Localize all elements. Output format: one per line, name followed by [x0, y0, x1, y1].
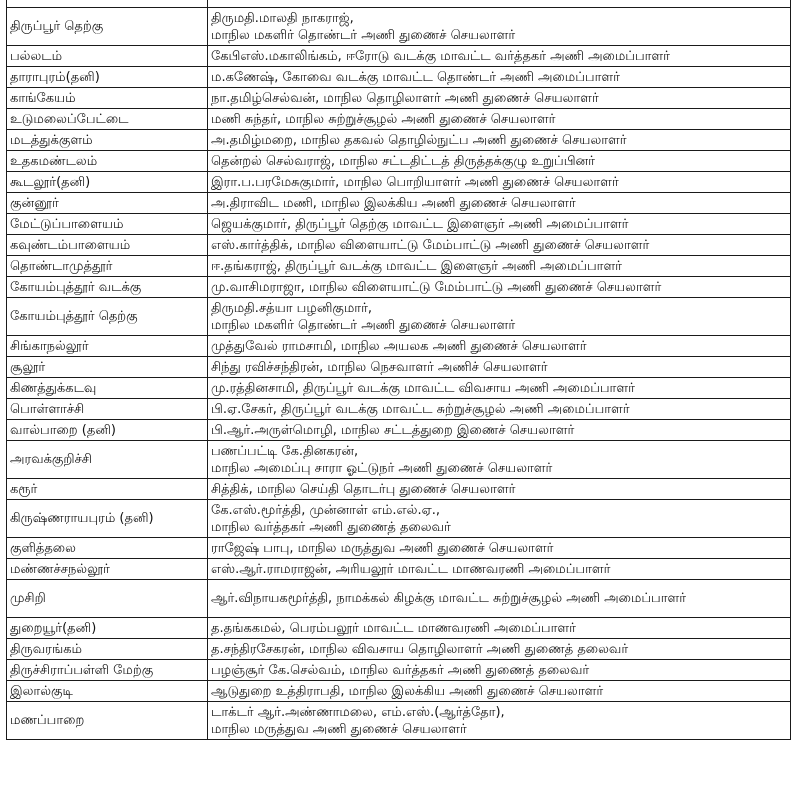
- member-designation-cell: முத்துவேல் ராமசாமி, மாநில அயலக அணி துணைச் செயலாளர்: [208, 336, 791, 357]
- constituency-cell: தொண்டாமுத்தூர்: [7, 256, 208, 277]
- table-row: [7, 618, 791, 639]
- member-line: திருமதி.மாலதி நாகராஜ்,: [211, 10, 354, 26]
- member-line: பணப்பட்டி கே.தினகரன்,: [211, 443, 359, 459]
- member-line: கே.எஸ்.மூர்த்தி, முன்னாள் எம்.எல்.ஏ.,: [211, 502, 440, 518]
- table-row: [7, 559, 791, 580]
- member-designation-cell: [208, 500, 791, 538]
- table-row: [7, 538, 791, 559]
- table-row: [7, 256, 791, 277]
- constituency-cell: இலால்குடி: [7, 681, 208, 702]
- member-designation-cell: ஜெயக்குமார், திருப்பூர் தெற்கு மாவட்ட இளைஞர் அணி அமைப்பாளர்: [208, 214, 791, 235]
- member-designation-cell: சிந்து ரவிச்சந்திரன், மாநில நெசவாளர் அணிச் செயலாளர்: [208, 357, 791, 378]
- constituency-cell: பல்லடம்: [7, 46, 208, 67]
- constituency-cell: மடத்துக்குளம்: [7, 130, 208, 151]
- constituency-cell: காங்கேயம்: [7, 88, 208, 109]
- constituency-cell: திருவரங்கம்: [7, 639, 208, 660]
- member-designation-cell: [208, 8, 791, 46]
- member-designation-cell: [208, 298, 791, 336]
- table-row: [7, 336, 791, 357]
- document-sheet: [6, 0, 790, 740]
- member-designation-cell: நா.தமிழ்செல்வன், மாநில தொழிலாளர் அணி துணைச் செயலாளர்: [208, 88, 791, 109]
- table-row: [7, 67, 791, 88]
- table-row: [7, 151, 791, 172]
- constituency-cell: கரூர்: [7, 479, 208, 500]
- member-designation-cell: ஆடுதுறை உத்திராபதி, மாநில இலக்கிய அணி துணைச் செயலாளர்: [208, 681, 791, 702]
- constituency-cell: குன்னூர்: [7, 193, 208, 214]
- member-designation-cell: [208, 441, 791, 479]
- table-row: [7, 0, 791, 8]
- constituency-cell: திருப்பூர் தெற்கு: [7, 8, 208, 46]
- table-row: [7, 214, 791, 235]
- member-designation-cell: சித்திக், மாநில செய்தி தொடர்பு துணைச் செயலாளர்: [208, 479, 791, 500]
- member-designation-cell: அ.திராவிட மணி, மாநில இலக்கிய அணி துணைச் செயலாளர்: [208, 193, 791, 214]
- constituency-cell: [7, 0, 208, 8]
- constituency-cell: வால்பாறை (தனி): [7, 420, 208, 441]
- constituency-cell: மேட்டுப்பாளையம்: [7, 214, 208, 235]
- member-line: டாக்டர் ஆர்.அண்ணாமலை, எம்.எஸ்.(ஆர்த்தோ),: [211, 704, 505, 720]
- member-designation-cell: [208, 702, 791, 740]
- member-line: மாநில மகளிர் தொண்டர் அணி துணைச் செயலாளர்: [211, 317, 516, 333]
- table-row: [7, 172, 791, 193]
- member-designation-cell: [208, 0, 791, 8]
- member-designation-cell: தென்றல் செல்வராஜ், மாநில சட்டதிட்டத் திருத்தக்குழு உறுப்பினர்: [208, 151, 791, 172]
- member-designation-cell: எஸ்.ஆர்.ராமராஜன், அரியலூர் மாவட்ட மாணவரணி அமைப்பாளர்: [208, 559, 791, 580]
- constituency-cell: பொள்ளாச்சி: [7, 399, 208, 420]
- constituency-cell: திருச்சிராப்பள்ளி மேற்கு: [7, 660, 208, 681]
- constituency-cell: உடுமலைப்பேட்டை: [7, 109, 208, 130]
- table-row: [7, 298, 791, 336]
- constituency-cell: கிருஷ்ணராயபுரம் (தனி): [7, 500, 208, 538]
- table-row: [7, 500, 791, 538]
- table-row: [7, 193, 791, 214]
- constituency-cell: சிங்காநல்லூர்: [7, 336, 208, 357]
- constituency-cell: மணப்பாறை: [7, 702, 208, 740]
- table-body: [7, 0, 791, 740]
- table-row: [7, 681, 791, 702]
- member-designation-cell: பழஞ்சூர் கே.செல்வம், மாநில வர்த்தகர் அணி துணைத் தலைவர்: [208, 660, 791, 681]
- table-row: [7, 277, 791, 298]
- member-designation-cell: பி.ஏ.சேகர், திருப்பூர் வடக்கு மாவட்ட சுற்றுச்சூழல் அணி அமைப்பாளர்: [208, 399, 791, 420]
- member-designation-cell: எஸ்.கார்த்திக், மாநில விளையாட்டு மேம்பாட்டு அணி துணைச் செயலாளர்: [208, 235, 791, 256]
- constituency-cell: கவுண்டம்பாளையம்: [7, 235, 208, 256]
- member-designation-cell: ம.கணேஷ், கோவை வடக்கு மாவட்ட தொண்டர் அணி அமைப்பாளர்: [208, 67, 791, 88]
- member-line: மாநில மகளிர் தொண்டர் அணி துணைச் செயலாளர்: [211, 27, 516, 43]
- table-row: [7, 46, 791, 67]
- table-row: [7, 479, 791, 500]
- constituency-cell: கோயம்புத்தூர் தெற்கு: [7, 298, 208, 336]
- member-designation-cell: இரா.ப.பரமேசுகுமார், மாநில பொறியாளர் அணி துணைச் செயலாளர்: [208, 172, 791, 193]
- constituency-cell: கோயம்புத்தூர் வடக்கு: [7, 277, 208, 298]
- constituency-cell: கூடலூர்(தனி): [7, 172, 208, 193]
- member-designation-cell: த.தங்ககமல், பெரம்பலூர் மாவட்ட மாணவரணி அமைப்பாளர்: [208, 618, 791, 639]
- member-designation-cell: அ.தமிழ்மறை, மாநில தகவல் தொழில்நுட்ப அணி துணைச் செயலாளர்: [208, 130, 791, 151]
- constituency-cell: உதகமண்டலம்: [7, 151, 208, 172]
- table-row: [7, 378, 791, 399]
- table-row: [7, 88, 791, 109]
- member-designation-cell: ராஜேஷ் பாபு, மாநில மருத்துவ அணி துணைச் செயலாளர்: [208, 538, 791, 559]
- member-line: மாநில மருத்துவ அணி துணைச் செயலாளர்: [211, 721, 467, 737]
- table-row: [7, 702, 791, 740]
- constituency-cell: தாராபுரம்(தனி): [7, 67, 208, 88]
- member-line: மாநில அமைப்பு சாரா ஓட்டுநர் அணி துணைச் செயலாளர்: [211, 460, 553, 476]
- table-row: [7, 130, 791, 151]
- member-designation-cell: மணி சுந்தர், மாநில சுற்றுச்சூழல் அணி துணைச் செயலாளர்: [208, 109, 791, 130]
- constituency-assignment-table: [6, 0, 791, 740]
- member-designation-cell: ஈ.தங்கராஜ், திருப்பூர் வடக்கு மாவட்ட இளைஞர் அணி அமைப்பாளர்: [208, 256, 791, 277]
- member-designation-cell: பி.ஆர்.அருள்மொழி, மாநில சட்டத்துறை இணைச் செயலாளர்: [208, 420, 791, 441]
- member-line: திருமதி.சத்யா பழனிகுமார்,: [211, 300, 373, 316]
- table-row: [7, 8, 791, 46]
- constituency-cell: துறையூர்(தனி): [7, 618, 208, 639]
- member-line: மாநில வர்த்தகர் அணி துணைத் தலைவர்: [211, 519, 451, 535]
- table-row: [7, 357, 791, 378]
- member-designation-cell: கேபிஎஸ்.மகாலிங்கம், ஈரோடு வடக்கு மாவட்ட வர்த்தகர் அணி அமைப்பாளர்: [208, 46, 791, 67]
- member-designation-cell: ஆர்.விநாயகமூர்த்தி, நாமக்கல் கிழக்கு மாவட்ட சுற்றுச்சூழல் அணி அமைப்பாளர்: [208, 580, 791, 618]
- constituency-cell: கிணத்துக்கடவு: [7, 378, 208, 399]
- table-row: [7, 580, 791, 618]
- member-designation-cell: மு.வாசிமராஜா, மாநில விளையாட்டு மேம்பாட்டு அணி துணைச் செயலாளர்: [208, 277, 791, 298]
- table-row: [7, 420, 791, 441]
- table-row: [7, 639, 791, 660]
- table-row: [7, 441, 791, 479]
- member-designation-cell: த.சந்திரசேகரன், மாநில விவசாய தொழிலாளர் அணி துணைத் தலைவர்: [208, 639, 791, 660]
- member-designation-cell: மு.ரத்தினசாமி, திருப்பூர் வடக்கு மாவட்ட விவசாய அணி அமைப்பாளர்: [208, 378, 791, 399]
- constituency-cell: முசிறி: [7, 580, 208, 618]
- table-row: [7, 660, 791, 681]
- table-row: [7, 399, 791, 420]
- constituency-cell: குளித்தலை: [7, 538, 208, 559]
- constituency-cell: மண்ணச்சநல்லூர்: [7, 559, 208, 580]
- constituency-cell: அரவக்குறிச்சி: [7, 441, 208, 479]
- constituency-cell: சூலூர்: [7, 357, 208, 378]
- table-row: [7, 109, 791, 130]
- table-row: [7, 235, 791, 256]
